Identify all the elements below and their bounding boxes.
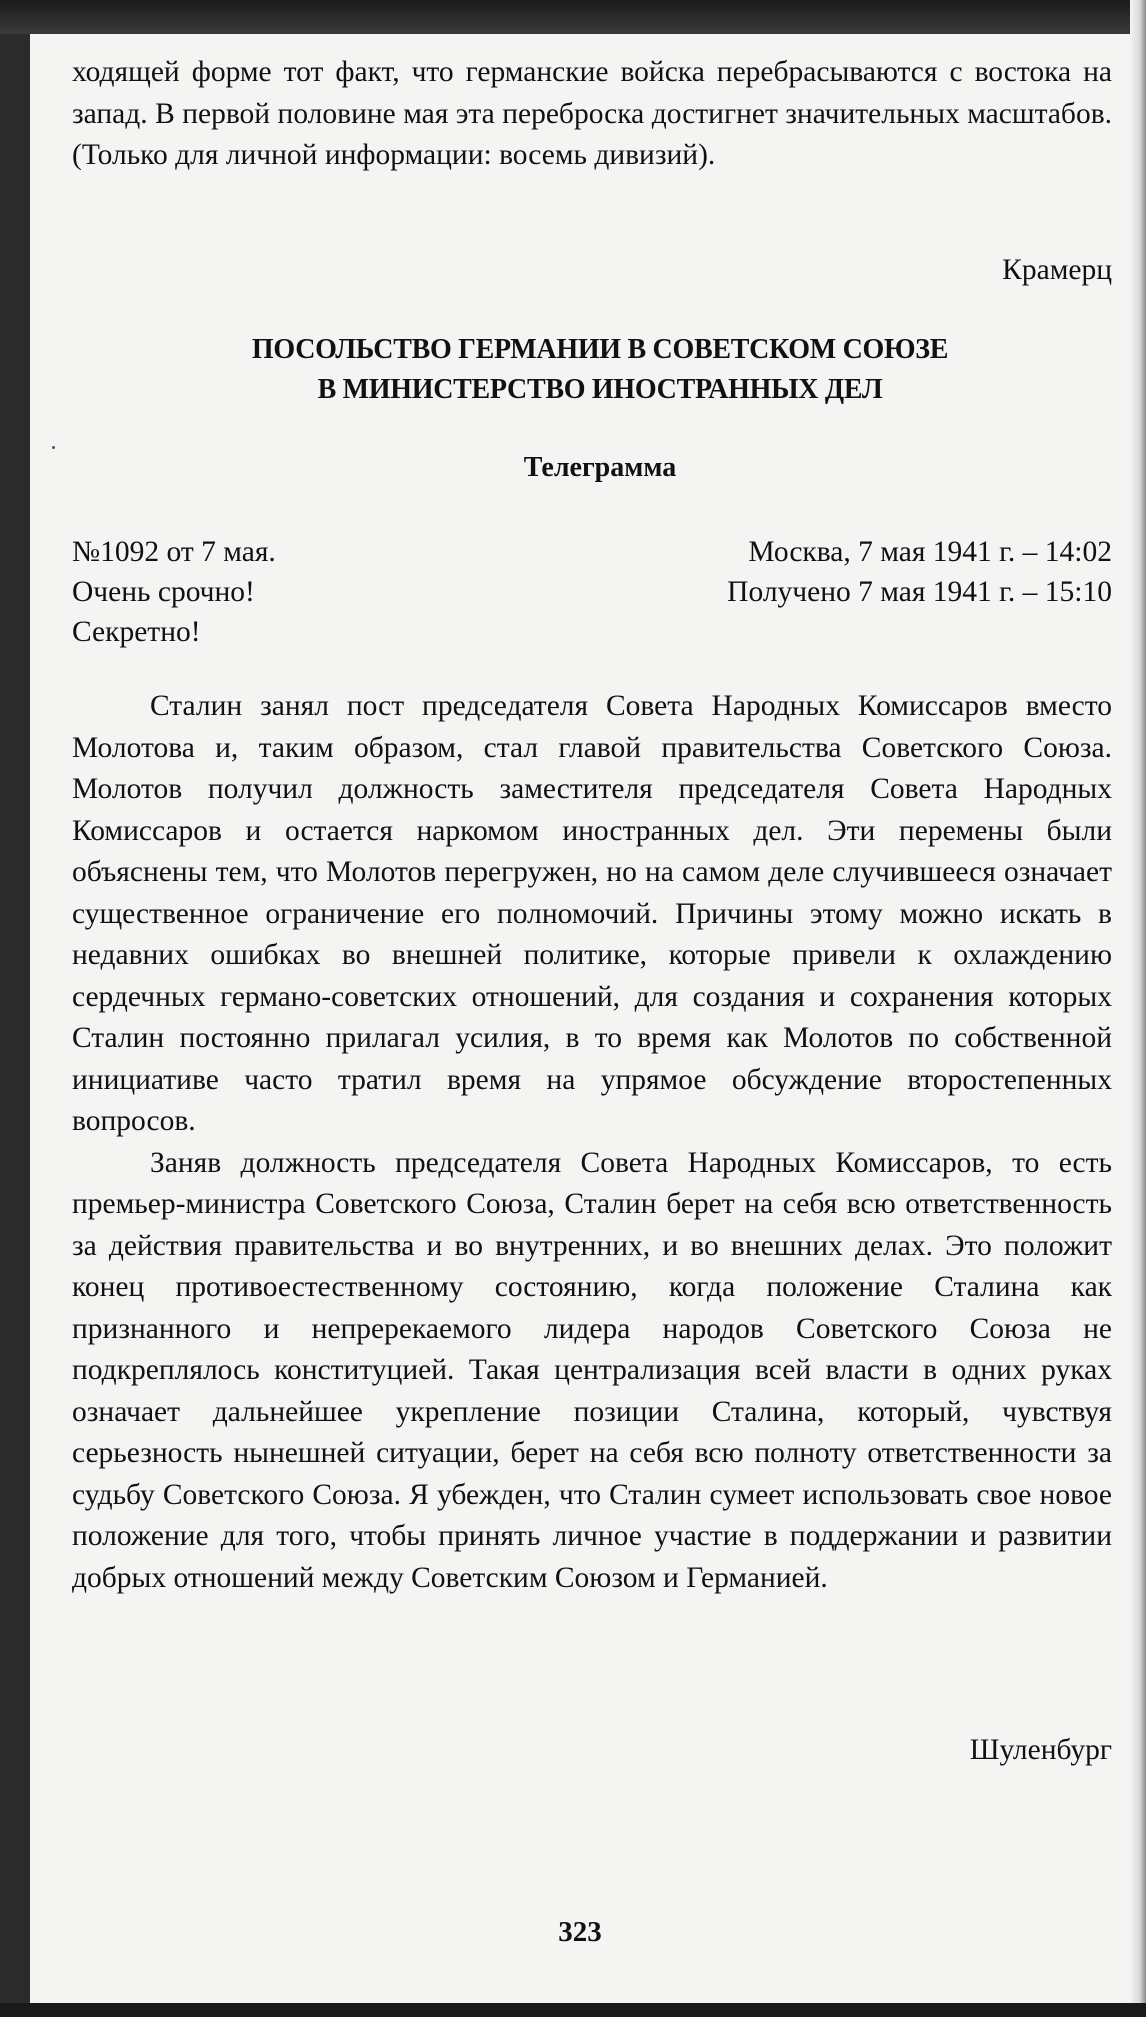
signature-top: Крамерц	[1002, 254, 1112, 286]
scan-right-edge	[1130, 0, 1146, 2017]
meta-row-2	[72, 576, 1112, 609]
signature-bottom: Шуленбург	[969, 1734, 1112, 1766]
scan-top-edge	[0, 0, 1146, 34]
body-paragraph-2: Заняв должность председателя Совета Народных Комиссаров, то есть премьер-министра Советского Союза, Сталин берет на себя всю ответственность за действия правительства и во внутренних, и во внешних делах. Это положит конец противоестественному состоянию, когда положение Сталина как признанного и непререкаемого лидера народов Советского Союза не подкреплялось конституцией. Такая централизация всей власти в одних руках означает дальнейшее укрепление позиции Сталина, который, чувствуя серьезность нынешней ситуации, берет на себя всю полноту ответственности за судьбу Советского Союза. Я убежден, что Сталин сумеет использовать свое новое положение для того, чтобы принять личное участие в поддержании и развитии добрых отношений между Советским Союзом и Германией.	[72, 1146, 1112, 1594]
meta-row-3	[72, 616, 1112, 649]
book-page	[30, 34, 1130, 2017]
top-paragraph: ходящей форме тот факт, что германские войска перебрасываются с востока на запад. В первой половине мая эта переброска достигнет значительных масштабов. (Только для личной информации: восемь дивизий).	[72, 56, 1112, 171]
telegram-number: №1092 от 7 мая.	[72, 536, 276, 568]
document-heading	[60, 330, 1140, 410]
heading-line-1: ПОСОЛЬСТВО ГЕРМАНИИ В СОВЕТСКОМ СОЮЗЕ	[251, 334, 949, 365]
urgency-label: Очень срочно!	[72, 576, 255, 608]
sent-datetime: Москва, 7 мая 1941 г. – 14:02	[748, 536, 1112, 568]
top-paragraph-block	[72, 52, 1112, 177]
scan-bottom-edge	[0, 2003, 1146, 2017]
received-datetime: Получено 7 мая 1941 г. – 15:10	[727, 576, 1112, 608]
classification-label: Секретно!	[72, 616, 201, 648]
meta-row-1	[72, 536, 1112, 569]
telegram-body	[72, 686, 1112, 1599]
document-type: Телеграмма	[523, 452, 677, 483]
heading-line-2: В МИНИСТЕРСТВО ИНОСТРАННЫХ ДЕЛ	[317, 374, 883, 405]
page-number: 323	[558, 1916, 602, 1948]
body-paragraph-1: Сталин занял пост председателя Совета Народных Комиссаров вместо Молотова и, таким образом, стал главой правительства Советского Союза. Молотов получил должность заместителя председателя Совета Народных Комиссаров и остается наркомом иностранных дел. Эти перемены были объяснены тем, что Молотов перегружен, но на самом деле случившееся означает существенное ограничение его полномочий. Причины этому можно искать в недавних ошибках во внешней политике, которые привели к охлаждению сердечных германо-советских отношений, для создания и сохранения которых Сталин постоянно прилагал усилия, в то время как Молотов по собственной инициативе часто тратил время на упрямое обсуждение второстепенных вопросов.	[72, 690, 1112, 1137]
scan-speck	[52, 446, 55, 449]
